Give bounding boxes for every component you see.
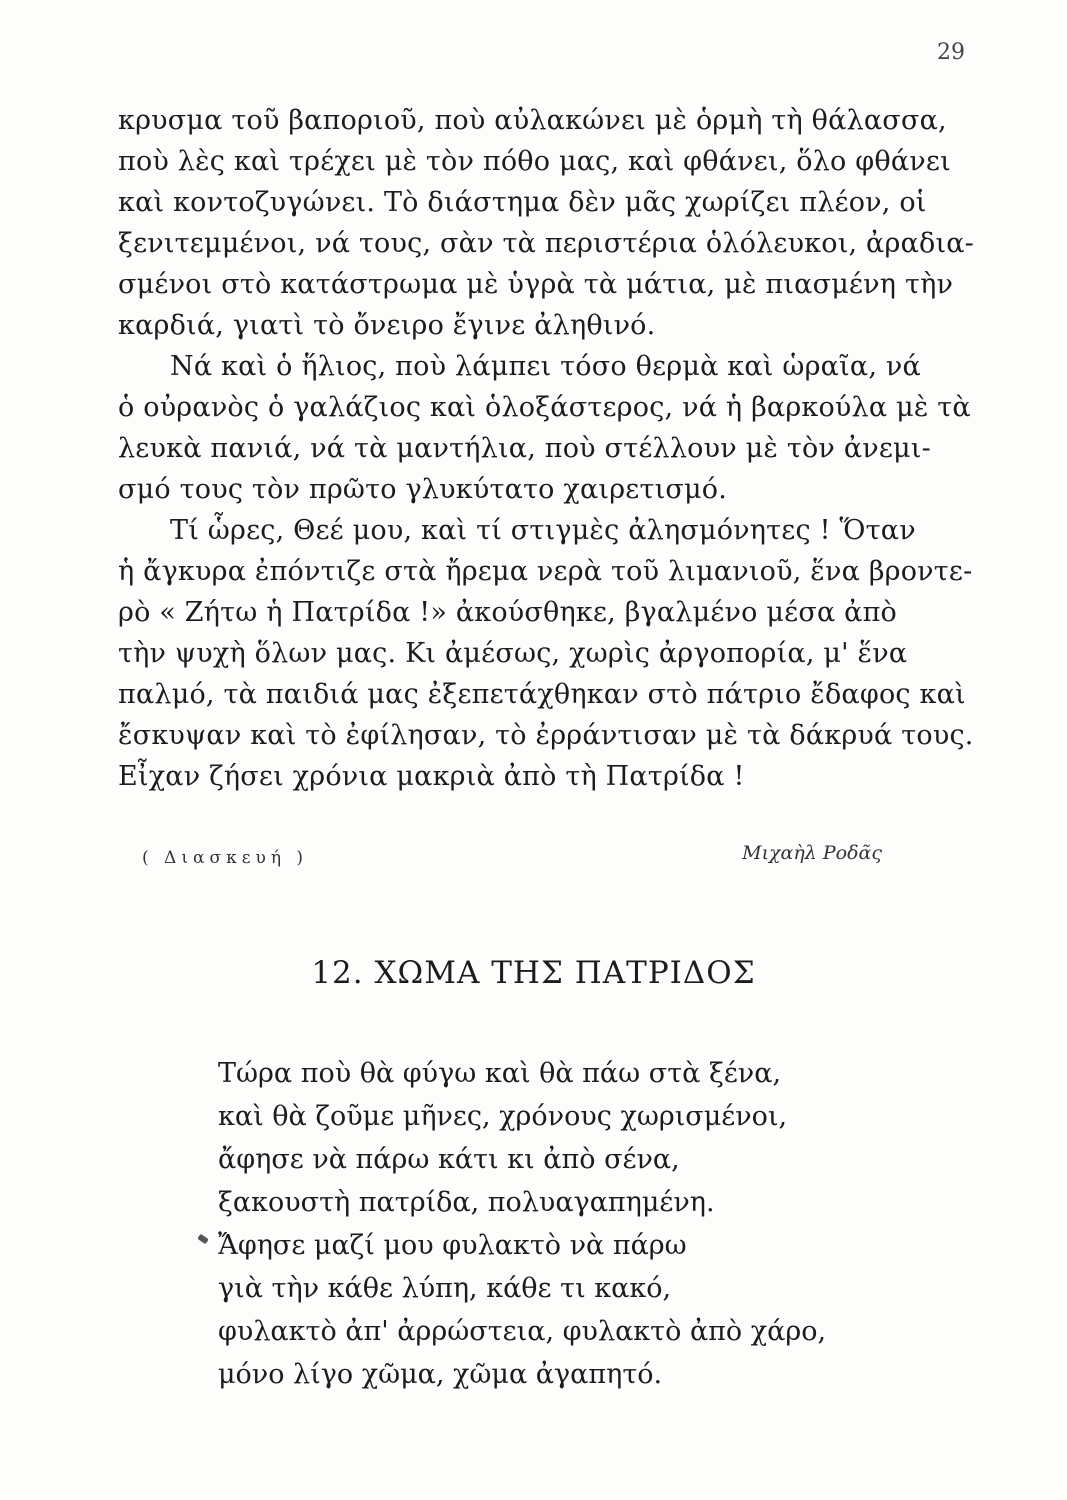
section-title: 12. ΧΩΜΑ ΤΗΣ ΠΑΤΡΙΔΟΣ xyxy=(311,955,756,991)
poem-line: ξακουστὴ πατρίδα, πολυαγαπημένη. xyxy=(218,1187,715,1218)
prose-line: Εἶχαν ζήσει χρόνια μακριὰ ἀπὸ τὴ Πατρίδα ! xyxy=(118,761,745,792)
prose-line: παλμό, τὰ παιδιά μας ἐξεπετάχθηκαν στὸ πάτριο ἔδαφος καὶ xyxy=(118,679,966,710)
author-name: Μιχαὴλ Ροδᾶς xyxy=(742,842,882,864)
prose-block xyxy=(118,100,974,797)
poem-line: ἄφησε νὰ πάρω κάτι κι ἀπὸ σένα, xyxy=(218,1144,680,1175)
prose-line: σμό τους τὸν πρῶτο γλυκύτατο χαιρετισμό. xyxy=(118,474,728,505)
prose-line: σμένοι στὸ κατάστρωμα μὲ ὑγρὰ τὰ μάτια, μὲ πιασμένη τὴν xyxy=(118,269,954,300)
poem-line: μόνο λίγο χῶμα, χῶμα ἀγαπητό. xyxy=(218,1359,663,1390)
attribution xyxy=(142,842,882,878)
prose-line: ξενιτεμμένοι, νά τους, σὰν τὰ περιστέρια ὁλόλευκοι, ἀραδια- xyxy=(118,228,974,259)
page-number: 29 xyxy=(937,40,965,65)
adaptation-note: ( Διασκευή ) xyxy=(142,848,309,868)
prose-line: ρὸ « Ζήτω ἡ Πατρίδα !» ἀκούσθηκε, βγαλμένο μέσα ἀπὸ xyxy=(118,597,898,628)
prose-line: λευκὰ πανιά, νά τὰ μαντήλια, ποὺ στέλλουν μὲ τὸν ἀνεμι- xyxy=(118,433,931,464)
prose-line: Νά καὶ ὁ ἥλιος, ποὺ λάμπει τόσο θερμὰ καὶ ὡραῖα, νά xyxy=(170,351,921,382)
poem-line: γιὰ τὴν κάθε λύπη, κάθε τι κακό, xyxy=(218,1273,672,1304)
prose-line: καὶ κοντοζυγώνει. Τὸ διάστημα δὲν μᾶς χωρίζει πλέον, οἱ xyxy=(118,187,927,218)
poem-block xyxy=(218,1052,978,1396)
prose-line: ὁ οὐρανὸς ὁ γαλάζιος καὶ ὁλοξάστερος, νά ἡ βαρκούλα μὲ τὰ xyxy=(118,392,971,423)
prose-line: ποὺ λὲς καὶ τρέχει μὲ τὸν πόθο μας, καὶ φθάνει, ὅλο φθάνει xyxy=(118,146,951,177)
prose-line: Τί ὧρες, Θεέ μου, καὶ τί στιγμὲς ἀλησμόνητες ! Ὅταν xyxy=(170,515,916,546)
prose-line: ἔσκυψαν καὶ τὸ ἐφίλησαν, τὸ ἐρράντισαν μὲ τὰ δάκρυά τους. xyxy=(118,720,974,751)
poem-line: Τώρα ποὺ θὰ φύγω καὶ θὰ πάω στὰ ξένα, xyxy=(218,1058,782,1089)
prose-line: καρδιά, γιατὶ τὸ ὄνειρο ἔγινε ἀληθινό. xyxy=(118,310,656,341)
poem-line: καὶ θὰ ζοῦμε μῆνες, χρόνους χωρισμένοι, xyxy=(218,1101,788,1132)
prose-line: κρυσμα τοῦ βαποριοῦ, ποὺ αὐλακώνει μὲ ὁρμὴ τὴ θάλασσα, xyxy=(118,105,947,136)
prose-line: ἡ ἄγκυρα ἐπόντιζε στὰ ἤρεμα νερὰ τοῦ λιμανιοῦ, ἕνα βροντε- xyxy=(118,556,973,587)
poem-line: φυλακτὸ ἀπ' ἀρρώστεια, φυλακτὸ ἀπὸ χάρο, xyxy=(218,1316,827,1347)
prose-line: τὴν ψυχὴ ὅλων μας. Κι ἀμέσως, χωρὶς ἀργοπορία, μ' ἕνα xyxy=(118,638,908,669)
ink-mark xyxy=(197,1234,209,1245)
poem-line: Ἄφησε μαζί μου φυλακτὸ νὰ πάρω xyxy=(218,1230,687,1261)
